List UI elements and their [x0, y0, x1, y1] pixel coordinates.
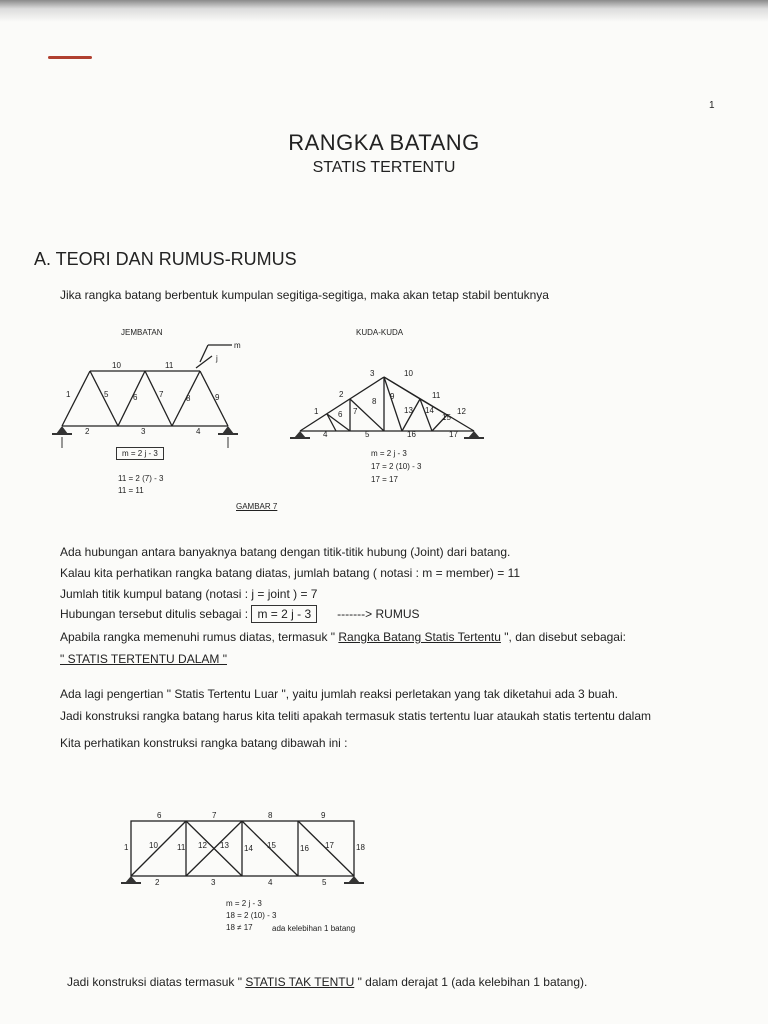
roof-member-label: 5	[365, 430, 370, 439]
fig2-member-label: 11	[177, 843, 186, 852]
fig2-member-label: 2	[155, 878, 160, 887]
roof-member-label: 14	[425, 406, 434, 415]
fig2-member-label: 1	[124, 843, 129, 852]
figure-label: GAMBAR 7	[236, 502, 278, 511]
roof-member-label: 3	[370, 369, 375, 378]
roof-member-label: 6	[338, 410, 343, 419]
roof-member-label: 9	[390, 392, 395, 401]
fig2-member-label: 18	[356, 843, 365, 852]
roof-member-label: 13	[404, 406, 413, 415]
bridge-member-label: 5	[104, 390, 109, 399]
roof-member-label: 8	[372, 397, 377, 406]
label-m: m	[234, 341, 241, 350]
roof-member-label: 1	[314, 407, 319, 416]
fig2-member-label: 9	[321, 811, 326, 820]
body-line-5-end: ", dan disebut sebagai:	[500, 630, 626, 644]
roof-member-label: 15	[442, 413, 451, 422]
bridge-member-label: 3	[141, 427, 146, 436]
rumus-arrow: -------> RUMUS	[337, 607, 420, 621]
body-line-3: Jumlah titik kumpul batang (notasi : j = joint ) = 7	[60, 587, 318, 601]
roof-calc-2: 17 = 17	[371, 475, 398, 484]
bridge-member-label: 6	[133, 393, 138, 402]
body-line-5	[60, 630, 626, 644]
fig2-member-label: 14	[244, 844, 253, 853]
figure1-trusses	[0, 335, 768, 450]
roof-member-label: 7	[353, 407, 358, 416]
roof-member-label: 10	[404, 369, 413, 378]
roof-member-label: 2	[339, 390, 344, 399]
roof-formula: m = 2 j - 3	[371, 449, 407, 458]
bridge-truss	[62, 345, 232, 426]
roof-member-label: 17	[449, 430, 458, 439]
bridge-member-label: 10	[112, 361, 121, 370]
roof-truss	[300, 377, 474, 431]
page-number: 1	[709, 100, 715, 111]
fig2-member-label: 12	[198, 841, 207, 850]
fig2-member-label: 7	[212, 811, 217, 820]
bridge-member-label: 2	[85, 427, 90, 436]
fig2-note: ada kelebihan 1 batang	[272, 924, 356, 933]
fig2-member-label: 16	[300, 844, 309, 853]
fig2-member-label: 17	[325, 841, 334, 850]
fig2-member-label: 8	[268, 811, 273, 820]
body-line-7: Ada lagi pengertian " Statis Tertentu Luar ", yaitu jumlah reaksi perletakan yang tak diketahui ada 3 buah.	[60, 687, 618, 701]
label-j: j	[216, 354, 218, 363]
fig2-member-label: 10	[149, 841, 158, 850]
roof-member-label: 12	[457, 407, 466, 416]
bridge-member-label: 7	[159, 390, 164, 399]
bridge-calc-2: 11 = 11	[118, 486, 144, 495]
fig2-calc-1: 18 = 2 (10) - 3	[226, 911, 277, 920]
fig2-member-label: 3	[211, 878, 216, 887]
bridge-formula: m = 2 j - 3	[116, 447, 164, 460]
fig2-member-label: 15	[267, 841, 276, 850]
roof-caption: KUDA-KUDA	[356, 328, 404, 337]
body-line-8: Jadi konstruksi rangka batang harus kita teliti apakah termasuk statis tertentu luar ataukah statis tertentu dalam	[60, 709, 651, 723]
fig2-member-label: 13	[220, 841, 229, 850]
body-line-4	[60, 607, 419, 621]
roof-member-label: 16	[407, 430, 416, 439]
rumus-formula: m = 2 j - 3	[251, 605, 317, 623]
roof-member-label: 4	[323, 430, 328, 439]
roof-calc-1: 17 = 2 (10) - 3	[371, 462, 422, 471]
body-line-1: Ada hubungan antara banyaknya batang dengan titik-titik hubung (Joint) dari batang.	[60, 545, 511, 559]
bridge-calc-1: 11 = 2 (7) - 3	[118, 474, 164, 483]
fig2-calc-2: 18 ≠ 17	[226, 923, 253, 932]
conclusion-end: " dalam derajat 1 (ada kelebihan 1 batang).	[354, 975, 588, 989]
scan-edge	[0, 0, 768, 22]
conclusion-text: Jadi konstruksi diatas termasuk "	[67, 975, 246, 989]
fig2-member-label: 5	[322, 878, 327, 887]
fig2-member-label: 4	[268, 878, 273, 887]
roof-member-label: 11	[432, 391, 441, 400]
conclusion	[67, 975, 587, 989]
section-heading: A. TEORI DAN RUMUS-RUMUS	[34, 249, 297, 269]
term-rangka-batang: Rangka Batang Statis Tertentu	[338, 630, 501, 644]
fig2-member-label: 6	[157, 811, 162, 820]
intro-text: Jika rangka batang berbentuk kumpulan segitiga-segitiga, maka akan tetap stabil bentuknya	[60, 288, 549, 302]
fig2-formula: m = 2 j - 3	[226, 899, 262, 908]
bridge-member-label: 9	[215, 393, 220, 402]
body-line-9: Kita perhatikan konstruksi rangka batang dibawah ini :	[60, 736, 348, 750]
body-line-4-text: Hubungan tersebut ditulis sebagai :	[60, 607, 252, 621]
body-line-5-text: Apabila rangka memenuhi rumus diatas, termasuk "	[60, 630, 339, 644]
roof-member-labels	[314, 369, 466, 439]
page-subtitle: STATIS TERTENTU	[312, 159, 456, 176]
bridge-member-label: 8	[186, 394, 191, 403]
bridge-member-label: 11	[165, 361, 174, 370]
term-statis-tertentu-dalam: " STATIS TERTENTU DALAM "	[60, 652, 227, 666]
figure2-truss	[0, 800, 768, 895]
bridge-member-label: 4	[196, 427, 201, 436]
term-statis-tak-tentu: STATIS TAK TENTU	[245, 975, 355, 989]
body-line-2: Kalau kita perhatikan rangka batang diatas, jumlah batang ( notasi : m = member) = 11	[60, 566, 521, 580]
red-mark	[48, 56, 92, 59]
bridge-caption: JEMBATAN	[121, 328, 163, 337]
bridge-member-label: 1	[66, 390, 71, 399]
page-title: RANGKA BATANG	[288, 130, 480, 155]
